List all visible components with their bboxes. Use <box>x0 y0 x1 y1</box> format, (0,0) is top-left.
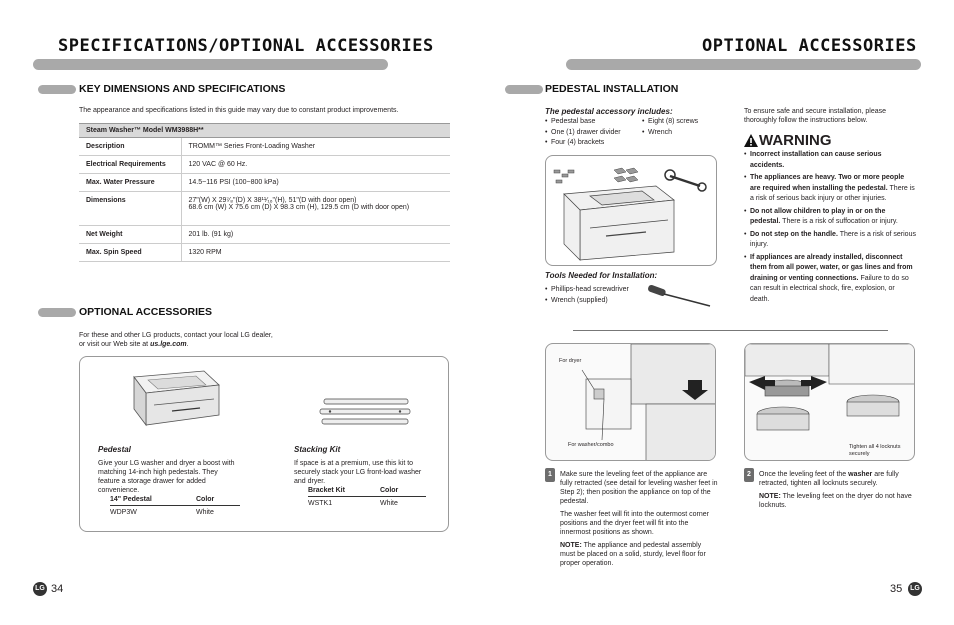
label-for-dryer: For dryer <box>559 358 582 364</box>
warning-bold: Incorrect installation can cause serious accidents. <box>750 151 882 169</box>
spec-table <box>79 123 450 262</box>
warning-item <box>744 230 916 251</box>
list-item: • Four (4) brackets <box>545 138 640 149</box>
spec-row <box>79 226 450 244</box>
warning-triangle-icon <box>744 134 758 147</box>
pedestal-parts-image <box>545 155 717 266</box>
spec-key: Net Weight <box>79 226 181 244</box>
key-dimensions-heading: KEY DIMENSIONS AND SPECIFICATIONS <box>79 83 286 95</box>
warning-text: There is a risk of serious back injury or other injuries. <box>750 184 915 202</box>
step2-note <box>759 492 917 510</box>
label-tighten-locknuts: Tighten all 4 locknuts securely <box>849 444 901 457</box>
stacking-col-color: Color <box>380 487 399 494</box>
pedestal-model-value: WDP3W <box>110 509 137 516</box>
spec-key: Electrical Requirements <box>79 156 181 174</box>
warning-item <box>744 253 916 306</box>
spec-row <box>79 174 450 192</box>
step2-image <box>744 343 915 461</box>
spec-value <box>181 156 450 174</box>
step2-badge: 2 <box>744 468 754 482</box>
step1-para2: The washer feet will fit into the outermost corner positions and the dryer feet will fit into the innermost positions as shown. <box>560 511 710 536</box>
divider <box>573 330 888 331</box>
list-item: • Eight (8) screws <box>642 117 722 128</box>
step1-para1: Make sure the leveling feet of the appliance are fully retracted (see detail for leveling washer feet in Step 2); then position the appliance on top of the pedestal. <box>560 471 718 505</box>
left-title-bar <box>33 59 388 70</box>
spec-key: Max. Spin Speed <box>79 244 181 262</box>
stacking-model-value: WSTK1 <box>308 500 333 507</box>
tools-title: Tools Needed for Installation: <box>545 271 658 280</box>
warning-header <box>744 132 832 149</box>
step1-note-label: NOTE: <box>560 542 582 549</box>
list-item: • Wrench <box>642 128 722 139</box>
step1-image <box>545 343 716 461</box>
spec-value-line: 120 VAC @ 60 Hz. <box>188 161 248 168</box>
label-for-washer-combo: For washer/combo <box>568 442 614 448</box>
spec-value-line: 1320 RPM <box>188 249 222 256</box>
opt-intro-line1: For these and other LG products, contact your local LG dealer, <box>79 332 273 339</box>
left-page-title: SPECIFICATIONS/OPTIONAL ACCESSORIES <box>58 36 434 56</box>
right-page-title: OPTIONAL ACCESSORIES <box>702 36 917 56</box>
stacking-kit-title: Stacking Kit <box>294 445 341 454</box>
warning-bold: Do not allow children to play in or on the pedestal. <box>750 207 886 225</box>
pedestal-col-model: 14" Pedestal <box>110 496 152 503</box>
spec-row <box>79 244 450 262</box>
warning-text: There is a risk of suffocation or injury. <box>780 218 898 225</box>
warning-bold: The appliances are heavy. Two or more people are required when installing the pedestal. <box>750 174 905 192</box>
pedestal-desc: Give your LG washer and dryer a boost with matching 14-inch high pedestals. They feature a storage drawer for added convenience. <box>98 460 235 494</box>
lg-logo-icon: LG <box>33 582 47 596</box>
step2-text-c: are fully retracted, tighten all locknuts securely. <box>759 471 899 487</box>
spec-value <box>181 174 450 192</box>
right-page-number: 35 <box>890 583 903 595</box>
warning-bold: If appliances are already installed, disconnect them from all power, water, or gas lines and from draining or venting connections. <box>750 253 913 282</box>
warning-title: WARNING <box>759 132 832 149</box>
step1-note <box>560 541 718 568</box>
lg-logo-icon: LG <box>908 582 922 596</box>
opt-intro-line2: or visit our Web site at <box>79 341 149 348</box>
warning-list <box>744 150 916 307</box>
section-pill <box>38 85 76 94</box>
step1-text <box>560 470 718 568</box>
spec-key: Dimensions <box>79 192 181 226</box>
spec-table-body <box>79 138 450 262</box>
website-link[interactable]: us.lge.com <box>150 341 187 348</box>
step1-note-text: The appliance and pedestal assembly must be placed on a solid, sturdy, level floor for proper operation. <box>560 542 706 567</box>
pedestal-table <box>110 496 240 516</box>
spec-row <box>79 156 450 174</box>
spec-value <box>181 226 450 244</box>
warning-item <box>744 150 916 171</box>
spec-value <box>181 244 450 262</box>
spec-value-line: 27"(W) X 29⁷⁄₈"(D) X 38¹¹⁄₁₆"(H), 51"(D with door open) <box>188 197 357 204</box>
pedestal-installation-heading: PEDESTAL INSTALLATION <box>545 83 679 95</box>
step2-text-bold: washer <box>848 471 873 478</box>
pedestal-title: Pedestal <box>98 445 131 454</box>
step2-text <box>759 470 917 510</box>
warning-item <box>744 207 916 228</box>
spec-row <box>79 138 450 156</box>
spec-row <box>79 192 450 226</box>
stacking-color-value: White <box>380 500 398 507</box>
pedestal-table-header <box>110 496 240 506</box>
optional-accessories-heading: OPTIONAL ACCESSORIES <box>79 306 213 318</box>
pedestal-table-row <box>110 506 240 516</box>
spec-key: Description <box>79 138 181 156</box>
spec-value <box>181 138 450 156</box>
step2-note-label: NOTE: <box>759 493 781 500</box>
warning-text: Failure to do so can result in electrical shock, fire, explosion, or death. <box>750 274 909 303</box>
spec-value <box>181 192 450 226</box>
stacking-table-header <box>308 487 426 497</box>
step2-note-text: The leveling feet on the dryer do not have locknuts. <box>759 493 912 509</box>
step2-text-a: Once the leveling feet of the <box>759 471 849 478</box>
list-item: • Pedestal base <box>545 117 640 128</box>
list-item: • Phillips-head screwdriver <box>545 285 645 296</box>
list-item: • Wrench (supplied) <box>545 296 645 307</box>
stacking-kit-desc: If space is at a premium, use this kit to securely stack your LG front-load washer and dryer. <box>294 460 422 485</box>
section-pill <box>505 85 543 94</box>
spec-value-line: TROMM™ Series Front-Loading Washer <box>188 143 316 150</box>
stacking-table <box>308 487 426 507</box>
stacking-col-kit: Bracket Kit <box>308 487 345 494</box>
includes-list-1 <box>545 117 640 149</box>
pedestal-image <box>124 367 224 433</box>
spec-value-line: 68.6 cm (W) X 75.6 cm (D) X 98.3 cm (H), 129.5 cm (D with door open) <box>188 204 410 211</box>
right-title-bar <box>566 59 921 70</box>
pedestal-col-color: Color <box>196 496 215 503</box>
pedestal-color-value: White <box>196 509 214 516</box>
warning-text: There is a risk of serious injury. <box>750 230 916 248</box>
warning-bold: Do not step on the handle. <box>750 230 838 238</box>
spec-intro: The appearance and specifications listed in this guide may vary due to constant product improvements. <box>79 107 399 114</box>
accessories-box <box>79 356 449 532</box>
pedestal-parts-drawing <box>546 156 716 265</box>
includes-list-2 <box>642 117 722 138</box>
step1-badge: 1 <box>545 468 555 482</box>
tools-list <box>545 285 645 306</box>
spec-value-line: 14.5~116 PSI (100~800 kPa) <box>188 179 279 186</box>
left-page-number: 34 <box>51 583 64 595</box>
step2-para <box>759 470 917 488</box>
warning-item <box>744 173 916 205</box>
list-item: • One (1) drawer divider <box>545 128 640 139</box>
spec-value-line: 201 lb. (91 kg) <box>188 231 234 238</box>
safety-intro: To ensure safe and secure installation, please thoroughly follow the instructions below. <box>744 108 887 124</box>
stacking-kit-image <box>318 397 414 431</box>
screwdriver-icon <box>646 284 712 308</box>
spec-key: Max. Water Pressure <box>79 174 181 192</box>
section-pill <box>38 308 76 317</box>
includes-title: The pedestal accessory includes: <box>545 107 673 116</box>
opt-intro: For these and other LG products, contact your local LG dealer, or visit our Web site at us.lge.com. <box>79 332 273 348</box>
spec-table-title: Steam Washer™ Model WM3988H** <box>79 123 450 138</box>
stacking-table-row <box>308 497 426 507</box>
